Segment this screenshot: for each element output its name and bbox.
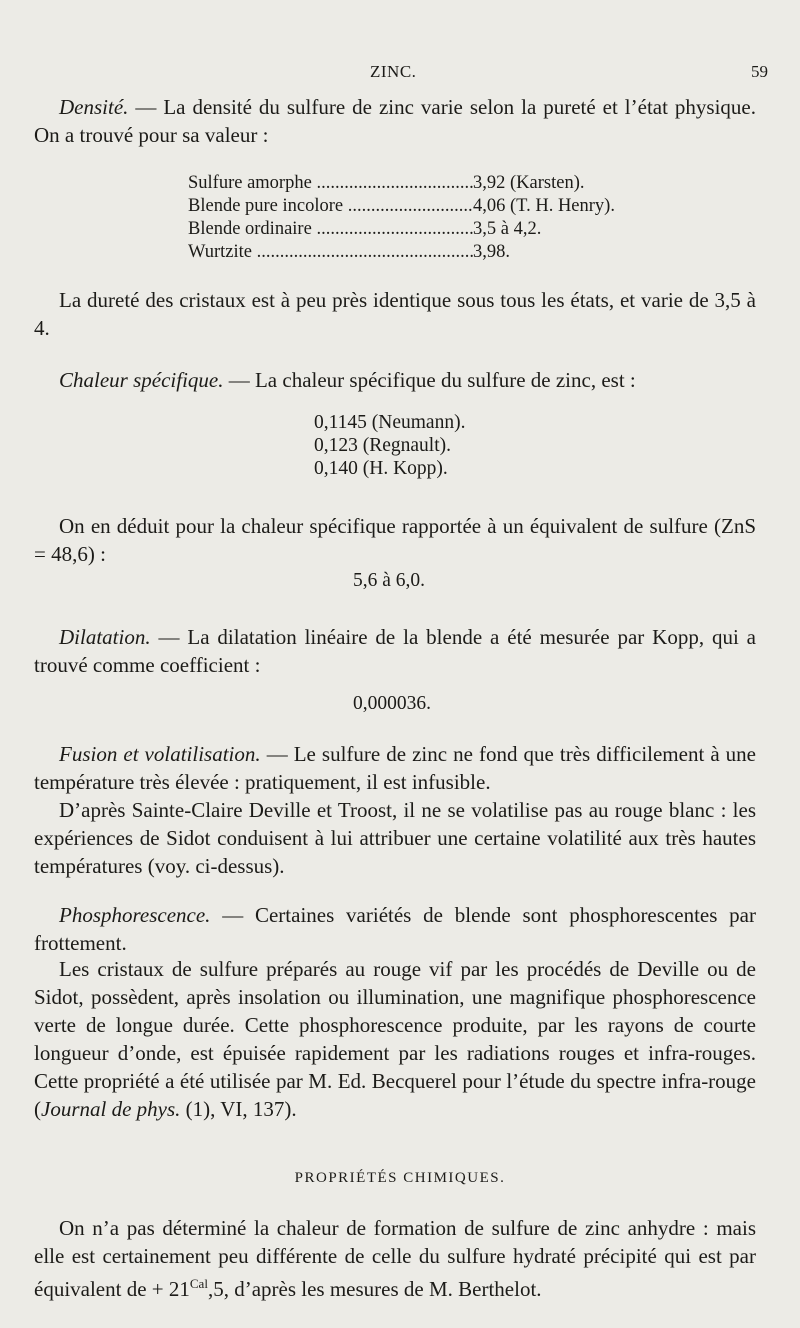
dilatation-text: — La dilatation linéaire de la blende a été mesurée par Kopp, qui a trouvé comme coefficient : (34, 625, 756, 677)
density-row-value: 3,5 à 4,2. (473, 219, 542, 239)
density-row (188, 241, 615, 264)
density-row (188, 195, 615, 218)
dilatation-coefficient: 0,000036. (353, 693, 431, 714)
density-row (188, 218, 615, 241)
density-row-value: 4,06 (T. H. Henry). (473, 196, 615, 216)
fusion-heading: Fusion et volatilisation. (59, 742, 261, 766)
phosphorescence-detail (34, 955, 756, 1123)
density-row-name: Blende pure incolore ..... (188, 195, 473, 218)
section-title: PROPRIÉTÉS CHIMIQUES. (294, 1170, 506, 1186)
page-header (0, 62, 800, 86)
specific-heat-values (314, 411, 465, 480)
page-number: 59 (751, 62, 768, 81)
specific-heat-value: 0,140 (H. Kopp). (314, 458, 448, 479)
phosphorescence-heading: Phosphorescence. (59, 903, 211, 927)
journal-reference: Journal de phys. (41, 1097, 181, 1121)
volatilisation-paragraph: D’après Sainte-Claire Deville et Troost, il ne se volatilise pas au rouge blanc : les expériences de Sidot conduisent à lui attribuer une certaine volatilité aux très hautes températures (voy. ci-dessus). (34, 798, 756, 878)
chimiques-text-a: On n’a pas déterminé la chaleur de formation de sulfure de zinc anhydre : mais elle est certainement peu différente de celle du sulfure hydraté précipité qui est par équivalent de + 21 (34, 1216, 756, 1301)
density-row-value: 3,92 (Karsten). (473, 173, 585, 193)
phospho-text-a: Les cristaux de sulfure préparés au rouge vif par les procédés de Deville ou de Sidot, possèdent, après insolation ou illumination, une magnifique phosphorescence verte de longue durée. Cette phosphorescence produite, par les rayons de courte longueur d’onde, est épuisée rapidement par les radiations rouges et infra-rouges. Cette propriété a été utilisée par M. Ed. Becquerel pour l’étude du spectre infra-rouge ( (34, 957, 756, 1121)
densite-paragraph (34, 93, 756, 149)
chaleur-heading: Chaleur spécifique. (59, 368, 224, 392)
fusion-paragraph (34, 740, 756, 796)
deduit-paragraph: On en déduit pour la chaleur spécifique rapportée à un équivalent de sulfure (ZnS = 48,6) : (34, 514, 756, 566)
density-table (188, 172, 615, 264)
durete-paragraph: La dureté des cristaux est à peu près identique sous tous les états, et varie de 3,5 à 4. (34, 288, 756, 340)
chimiques-text-b: ,5, d’après les mesures de M. Berthelot. (207, 1277, 542, 1301)
density-row-value: 3,98. (473, 242, 510, 262)
densite-heading: Densité. (59, 95, 129, 119)
density-row (188, 172, 615, 195)
density-row-name: Sulfure amorphe ..... (188, 172, 473, 195)
chimiques-paragraph (34, 1214, 756, 1303)
dilatation-heading: Dilatation. (59, 625, 151, 649)
running-title: ZINC. (370, 62, 417, 81)
dilatation-paragraph (34, 623, 756, 679)
density-row-name: Blende ordinaire ..... (188, 218, 473, 241)
phosphorescence-paragraph (34, 901, 756, 957)
unit-superscript: Cal (189, 1276, 208, 1291)
specific-heat-result: 5,6 à 6,0. (353, 570, 426, 591)
densite-text: — La densité du sulfure de zinc varie selon la pureté et l’état physique. On a trouvé pour sa valeur : (34, 95, 756, 147)
chaleur-text: — La chaleur spécifique du sulfure de zinc, est : (223, 368, 636, 392)
specific-heat-value: 0,1145 (Neumann). (314, 412, 466, 433)
specific-heat-value: 0,123 (Regnault). (314, 435, 452, 456)
density-row-name: Wurtzite ..... (188, 241, 473, 264)
phospho-text-b: (1), VI, 137). (180, 1097, 297, 1121)
chaleur-paragraph (34, 366, 756, 394)
fusion-text: — Le sulfure de zinc ne fond que très difficilement à une température très élevée : pratiquement, il est infusible. (34, 742, 757, 794)
phosphorescence-text: — Certaines variétés de blende sont phosphorescentes par frottement. (34, 903, 756, 955)
